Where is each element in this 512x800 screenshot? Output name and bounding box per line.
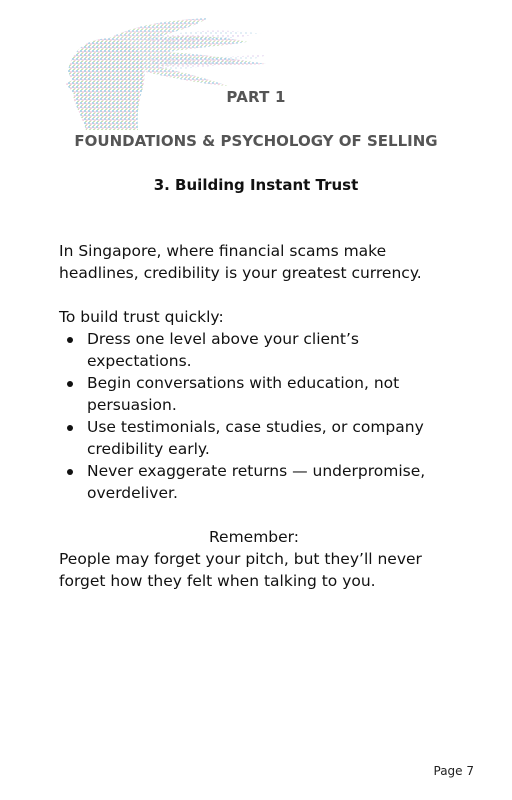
list-item-text: Use testimonials, case studies, or company credibility early. [87, 418, 424, 458]
profile-head-particles-icon [52, 10, 272, 135]
list-item [59, 416, 439, 460]
bullet-icon [67, 425, 73, 431]
page-number: Page 7 [433, 764, 474, 778]
list-item [59, 372, 439, 416]
closing-paragraph: People may forget your pitch, but they’ll never forget how they felt when talking to you. [59, 550, 422, 590]
section-title: 3. Building Instant Trust [153, 176, 359, 194]
list-item [59, 460, 439, 504]
list-item-text: Never exaggerate returns — underpromise, overdeliver. [87, 462, 426, 502]
bullet-icon [67, 469, 73, 475]
list-item-text: Begin conversations with education, not persuasion. [87, 374, 400, 414]
part-label: PART 1 [226, 88, 286, 106]
bullet-icon [67, 337, 73, 343]
part-title: FOUNDATIONS & PSYCHOLOGY OF SELLING [74, 132, 438, 150]
list-item-text: Dress one level above your client’s expectations. [87, 330, 359, 370]
intro-paragraph: In Singapore, where financial scams make headlines, credibility is your greatest currency. [59, 242, 422, 282]
list-item [59, 328, 439, 372]
remember-label: Remember: [208, 528, 300, 546]
bullet-icon [67, 381, 73, 387]
trust-tips-list [59, 328, 439, 504]
lead-paragraph: To build trust quickly: [59, 308, 224, 326]
